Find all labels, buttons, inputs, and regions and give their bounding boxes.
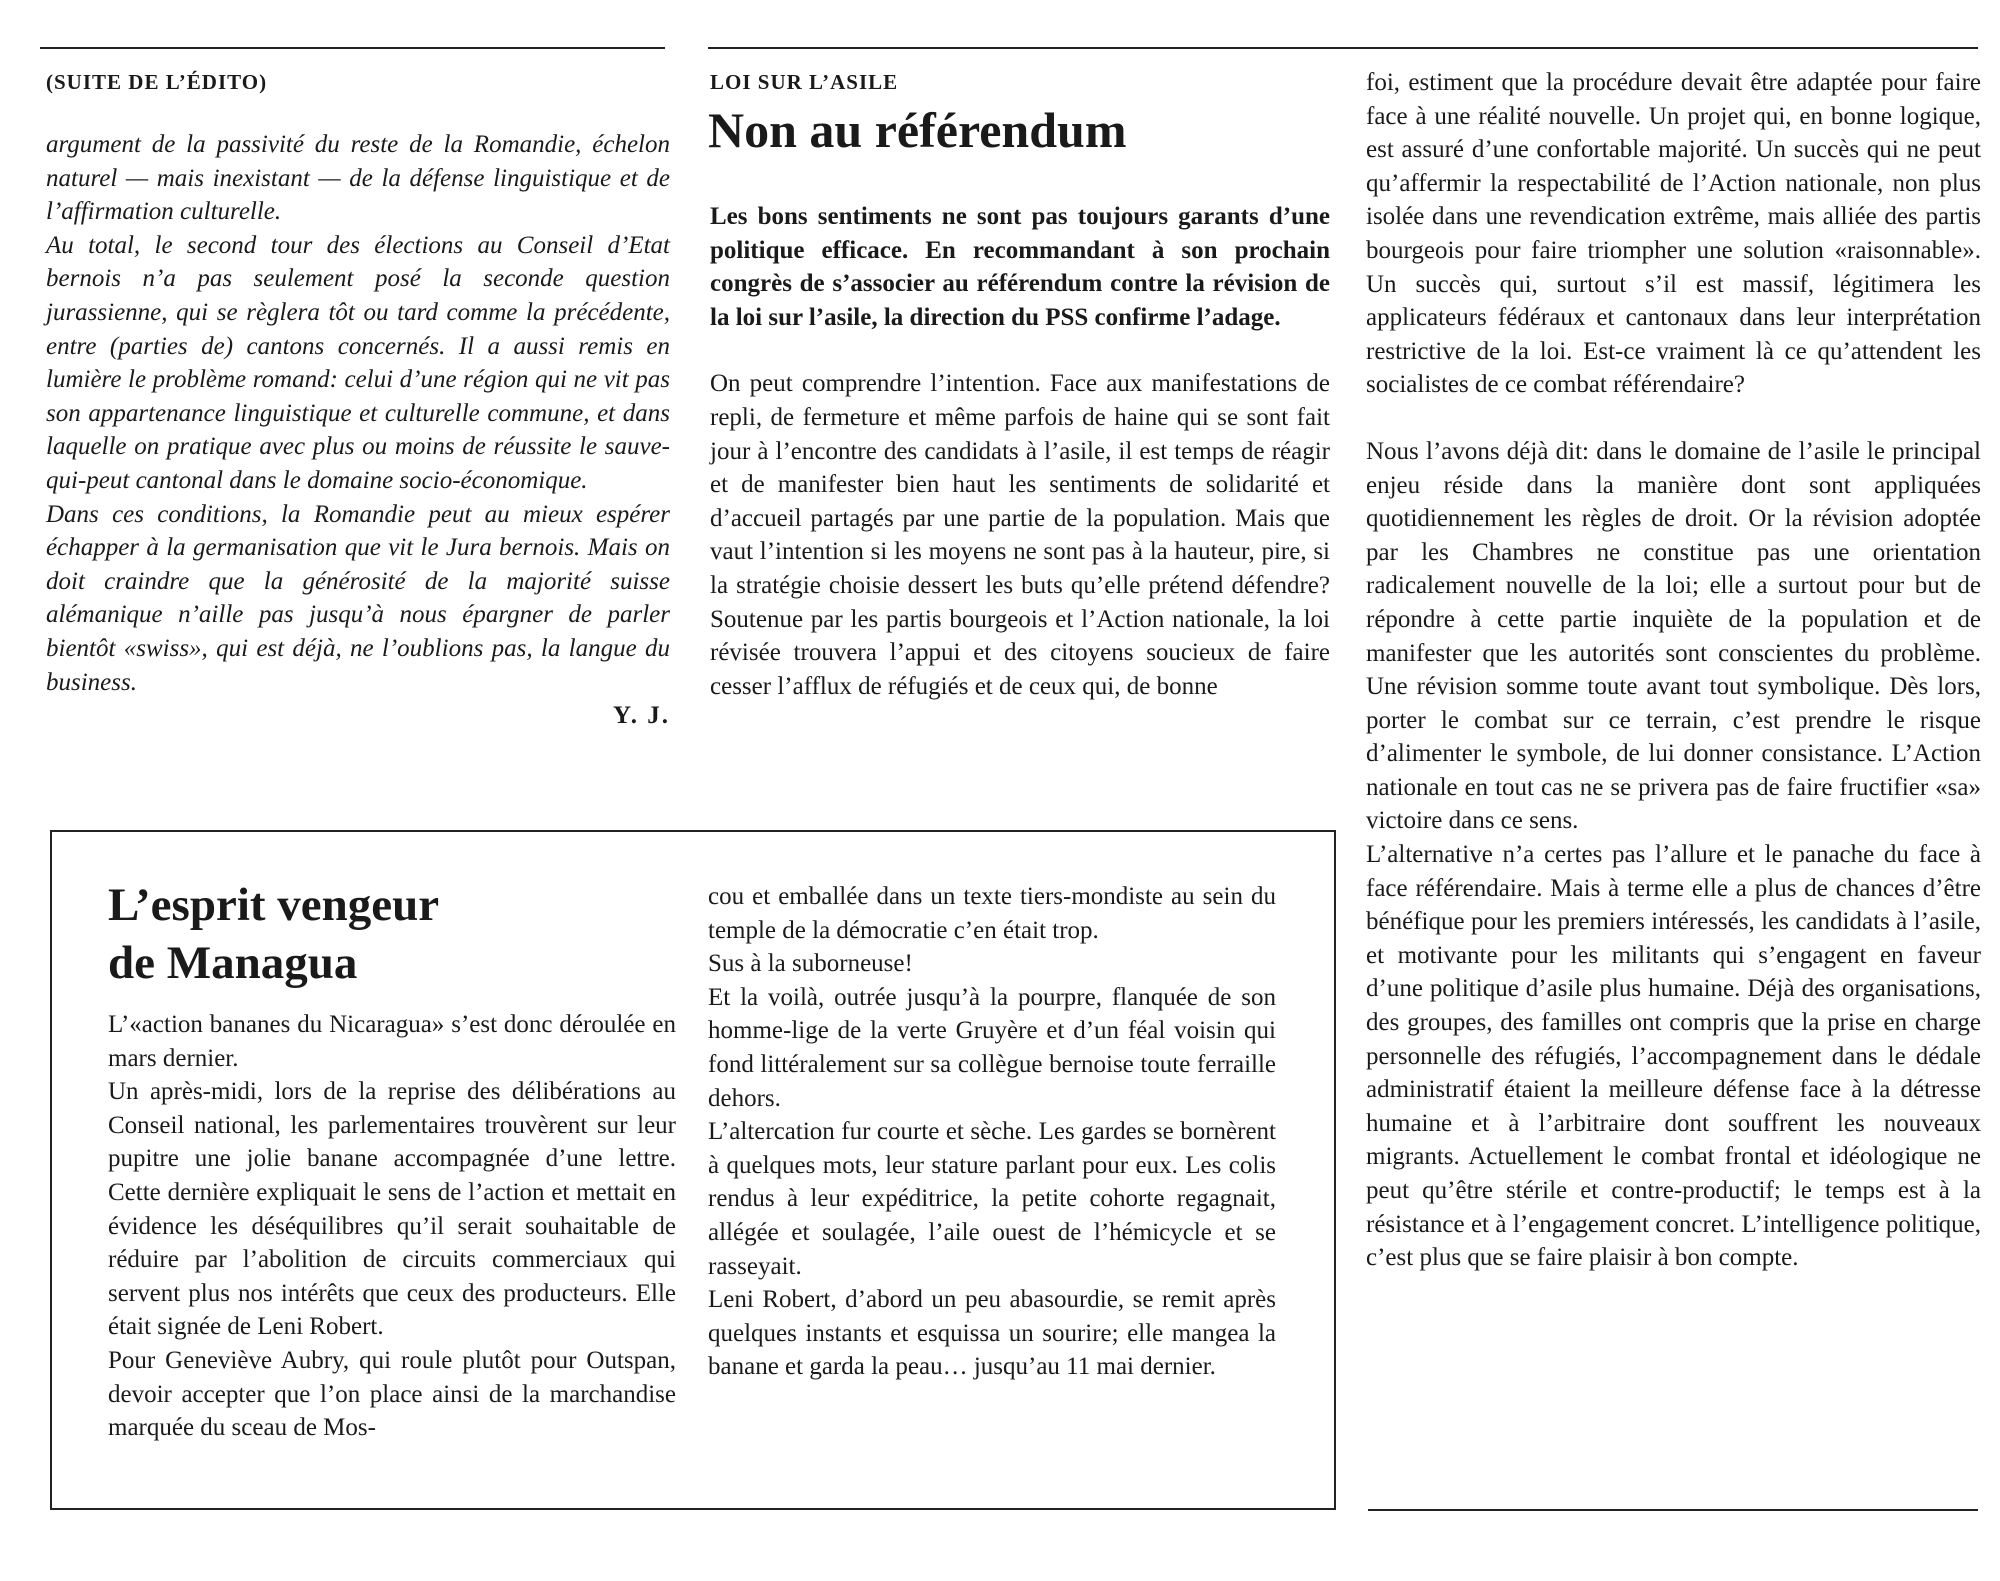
managua-paragraph: L’«action bananes du Nicaragua» s’est donc déroulée en mars dernier. bbox=[108, 1011, 676, 1072]
managua-title bbox=[108, 876, 439, 992]
asile-column-2 bbox=[710, 200, 1330, 703]
edito-paragraph: Dans ces conditions, la Romandie peut au mieux espérer échapper à la germanisation que vit le Jura bernois. Mais on doit craindre que la générosité de la majorité suisse alémanique n’aille pas jusqu’à nous épargner de parler bientôt «swiss», qui est déjà, ne l’oublions pas, la langue du business. bbox=[46, 500, 670, 696]
asile-body: foi, estiment que la procédure devait être adaptée pour faire face à une réalité nouvelle. Un projet qui, en bonne logique, est assuré d’une confortable majorité. Un succès qui ne peut qu’affermir la respectabilité de l’Action nationale, non plus isolée dans une revendication extrême, mais alliée des partis bourgeois pour faire triompher une solution «raisonnable». Un succès qui, surtout s’il est massif, légitimera les applicateurs fédéraux et cantonaux dans leur interprétation restrictive de la loi. Est-ce vraiment là ce qu’attendent les socialistes de ce combat référendaire? bbox=[1366, 69, 1981, 399]
top-rule-left bbox=[40, 47, 665, 49]
edito-column bbox=[46, 128, 670, 733]
managua-paragraph: Sus à la suborneuse! bbox=[708, 950, 913, 978]
managua-paragraph: L’altercation fur courte et sèche. Les gardes se bornèrent à quelques mots, leur stature parlant pour eux. Les colis rendus à leur expéditrice, la petite cohorte regagnait, allégée et soulagée, l’aile ouest de l’hémicycle et se rasseyait. bbox=[708, 1118, 1276, 1280]
managua-title-line2: de Managua bbox=[108, 937, 358, 989]
asile-title: Non au référendum bbox=[708, 102, 1127, 158]
managua-paragraph: Un après-midi, lors de la reprise des délibérations au Conseil national, les parlementaires trouvèrent sur leur pupitre une jolie banane accompagnée d’une lettre. Cette dernière expliquait le sens de l’action et mettait en évidence les déséquilibres qu’il serait souhaitable de réduire par l’abolition de circuits commerciaux qui servent plus nos intérêts que ceux des producteurs. Elle était signée de Leni Robert. bbox=[108, 1078, 676, 1341]
bottom-rule-right bbox=[1368, 1509, 1978, 1511]
top-rule-right bbox=[708, 47, 1978, 49]
asile-body: Nous l’avons déjà dit: dans le domaine de l’asile le principal enjeu réside dans la manière dont sont appliquées quotidiennement les règles de droit. Or la révision adoptée par les Chambres ne constitue pas une orientation radicalement nouvelle de la loi; elle a surtout pour but de répondre à cette partie inquiète de la population et de manifester que les autorités sont conscientes du problème. Une révision somme toute avant tout symbolique. Dès lors, porter le combat sur ce terrain, c’est prendre le risque d’alimenter le symbole, de lui donner consistance. L’Action nationale en tout cas ne se privera pas de faire fructifier «sa» victoire dans ce sens. bbox=[1366, 437, 1981, 835]
managua-paragraph: Pour Geneviève Aubry, qui roule plutôt pour Outspan, devoir accepter que l’on place ainsi de la marchandise marquée du sceau de Mos- bbox=[108, 1346, 676, 1442]
edito-kicker: (SUITE DE L’ÉDITO) bbox=[46, 70, 268, 94]
edito-paragraph: Au total, le second tour des élections au Conseil d’Etat bernois n’a pas seulement posé la seconde question jurassienne, qui se règlera tôt ou tard comme la précédente, entre (parties de) cantons concernés. Il a aussi remis en lumière le problème romand: celui d’une région qui ne vit pas son appartenance linguistique et culturelle commune, et dans laquelle on pratique avec plus ou moins de réussite le sauve-qui-peut cantonal dans le domaine socio-économique. bbox=[46, 231, 670, 494]
asile-body: On peut comprendre l’intention. Face aux manifestations de repli, de fermeture et même parfois de haine qui se sont fait jour à l’encontre des candidats à l’asile, il est temps de réagir et de manifester bien haut les sentiments de solidarité et d’accueil partagés par une partie de la population. Mais que vaut l’intention si les moyens ne sont pas à la hauteur, pire, si la stratégie choisie dessert les buts qu’elle prétend défendre? Soutenue par les partis bourgeois et l’Action nationale, la loi révisée trouvera l’appui et des citoyens soucieux de faire cesser l’afflux de réfugiés et de ceux qui, de bonne bbox=[710, 370, 1330, 700]
asile-lead: Les bons sentiments ne sont pas toujours garants d’une politique efficace. En recommandant à son prochain congrès de s’associer au référendum contre la révision de la loi sur l’asile, la direction du PSS confirme l’adage. bbox=[710, 203, 1330, 331]
managua-column-right bbox=[708, 880, 1276, 1384]
asile-kicker: LOI SUR L’ASILE bbox=[710, 70, 899, 94]
asile-body: L’alternative n’a certes pas l’allure et le panache du face à face référendaire. Mais à terme elle a plus de chances d’être bénéfique pour les premiers intéressés, les candidats à l’asile, et motivante pour les militants qui s’engagent en faveur d’une politique d’asile plus humaine. Déjà des organisations, des groupes, des familles ont compris que la prise en charge personnelle des réfugiés, l’accompagnement dans le dédale administratif étaient la meilleure défense face à la détresse humaine et à l’arbitraire dont souffrent les nouveaux migrants. Actuellement le combat frontal et idéologique ne peut qu’être stérile et contre-productif; le temps est à la résistance et à l’engagement concret. L’intelligence politique, c’est plus que se faire plaisir à bon compte. bbox=[1366, 841, 1981, 1272]
managua-box bbox=[50, 830, 1336, 1510]
managua-paragraph: Et la voilà, outrée jusqu’à la pourpre, flanquée de son homme-lige de la verte Gruyère et d’un féal voisin qui fond littéralement sur sa collègue bernoise toute ferraille dehors. bbox=[708, 983, 1276, 1112]
asile-column-3 bbox=[1366, 66, 1981, 1275]
edito-signature: Y. J. bbox=[612, 702, 670, 730]
managua-title-line1: L’esprit vengeur bbox=[108, 879, 440, 931]
managua-column-left bbox=[108, 1008, 676, 1445]
edito-paragraph: argument de la passivité du reste de la Romandie, échelon naturel — mais inexistant — de la défense linguistique et de l’affirmation culturelle. bbox=[46, 131, 670, 226]
managua-paragraph: cou et emballée dans un texte tiers-mondiste au sein du temple de la démocratie c’en était trop. bbox=[708, 883, 1276, 944]
managua-paragraph: Leni Robert, d’abord un peu abasourdie, se remit après quelques instants et esquissa un sourire; elle mangea la banane et garda la peau… jusqu’au 11 mai dernier. bbox=[708, 1286, 1276, 1381]
